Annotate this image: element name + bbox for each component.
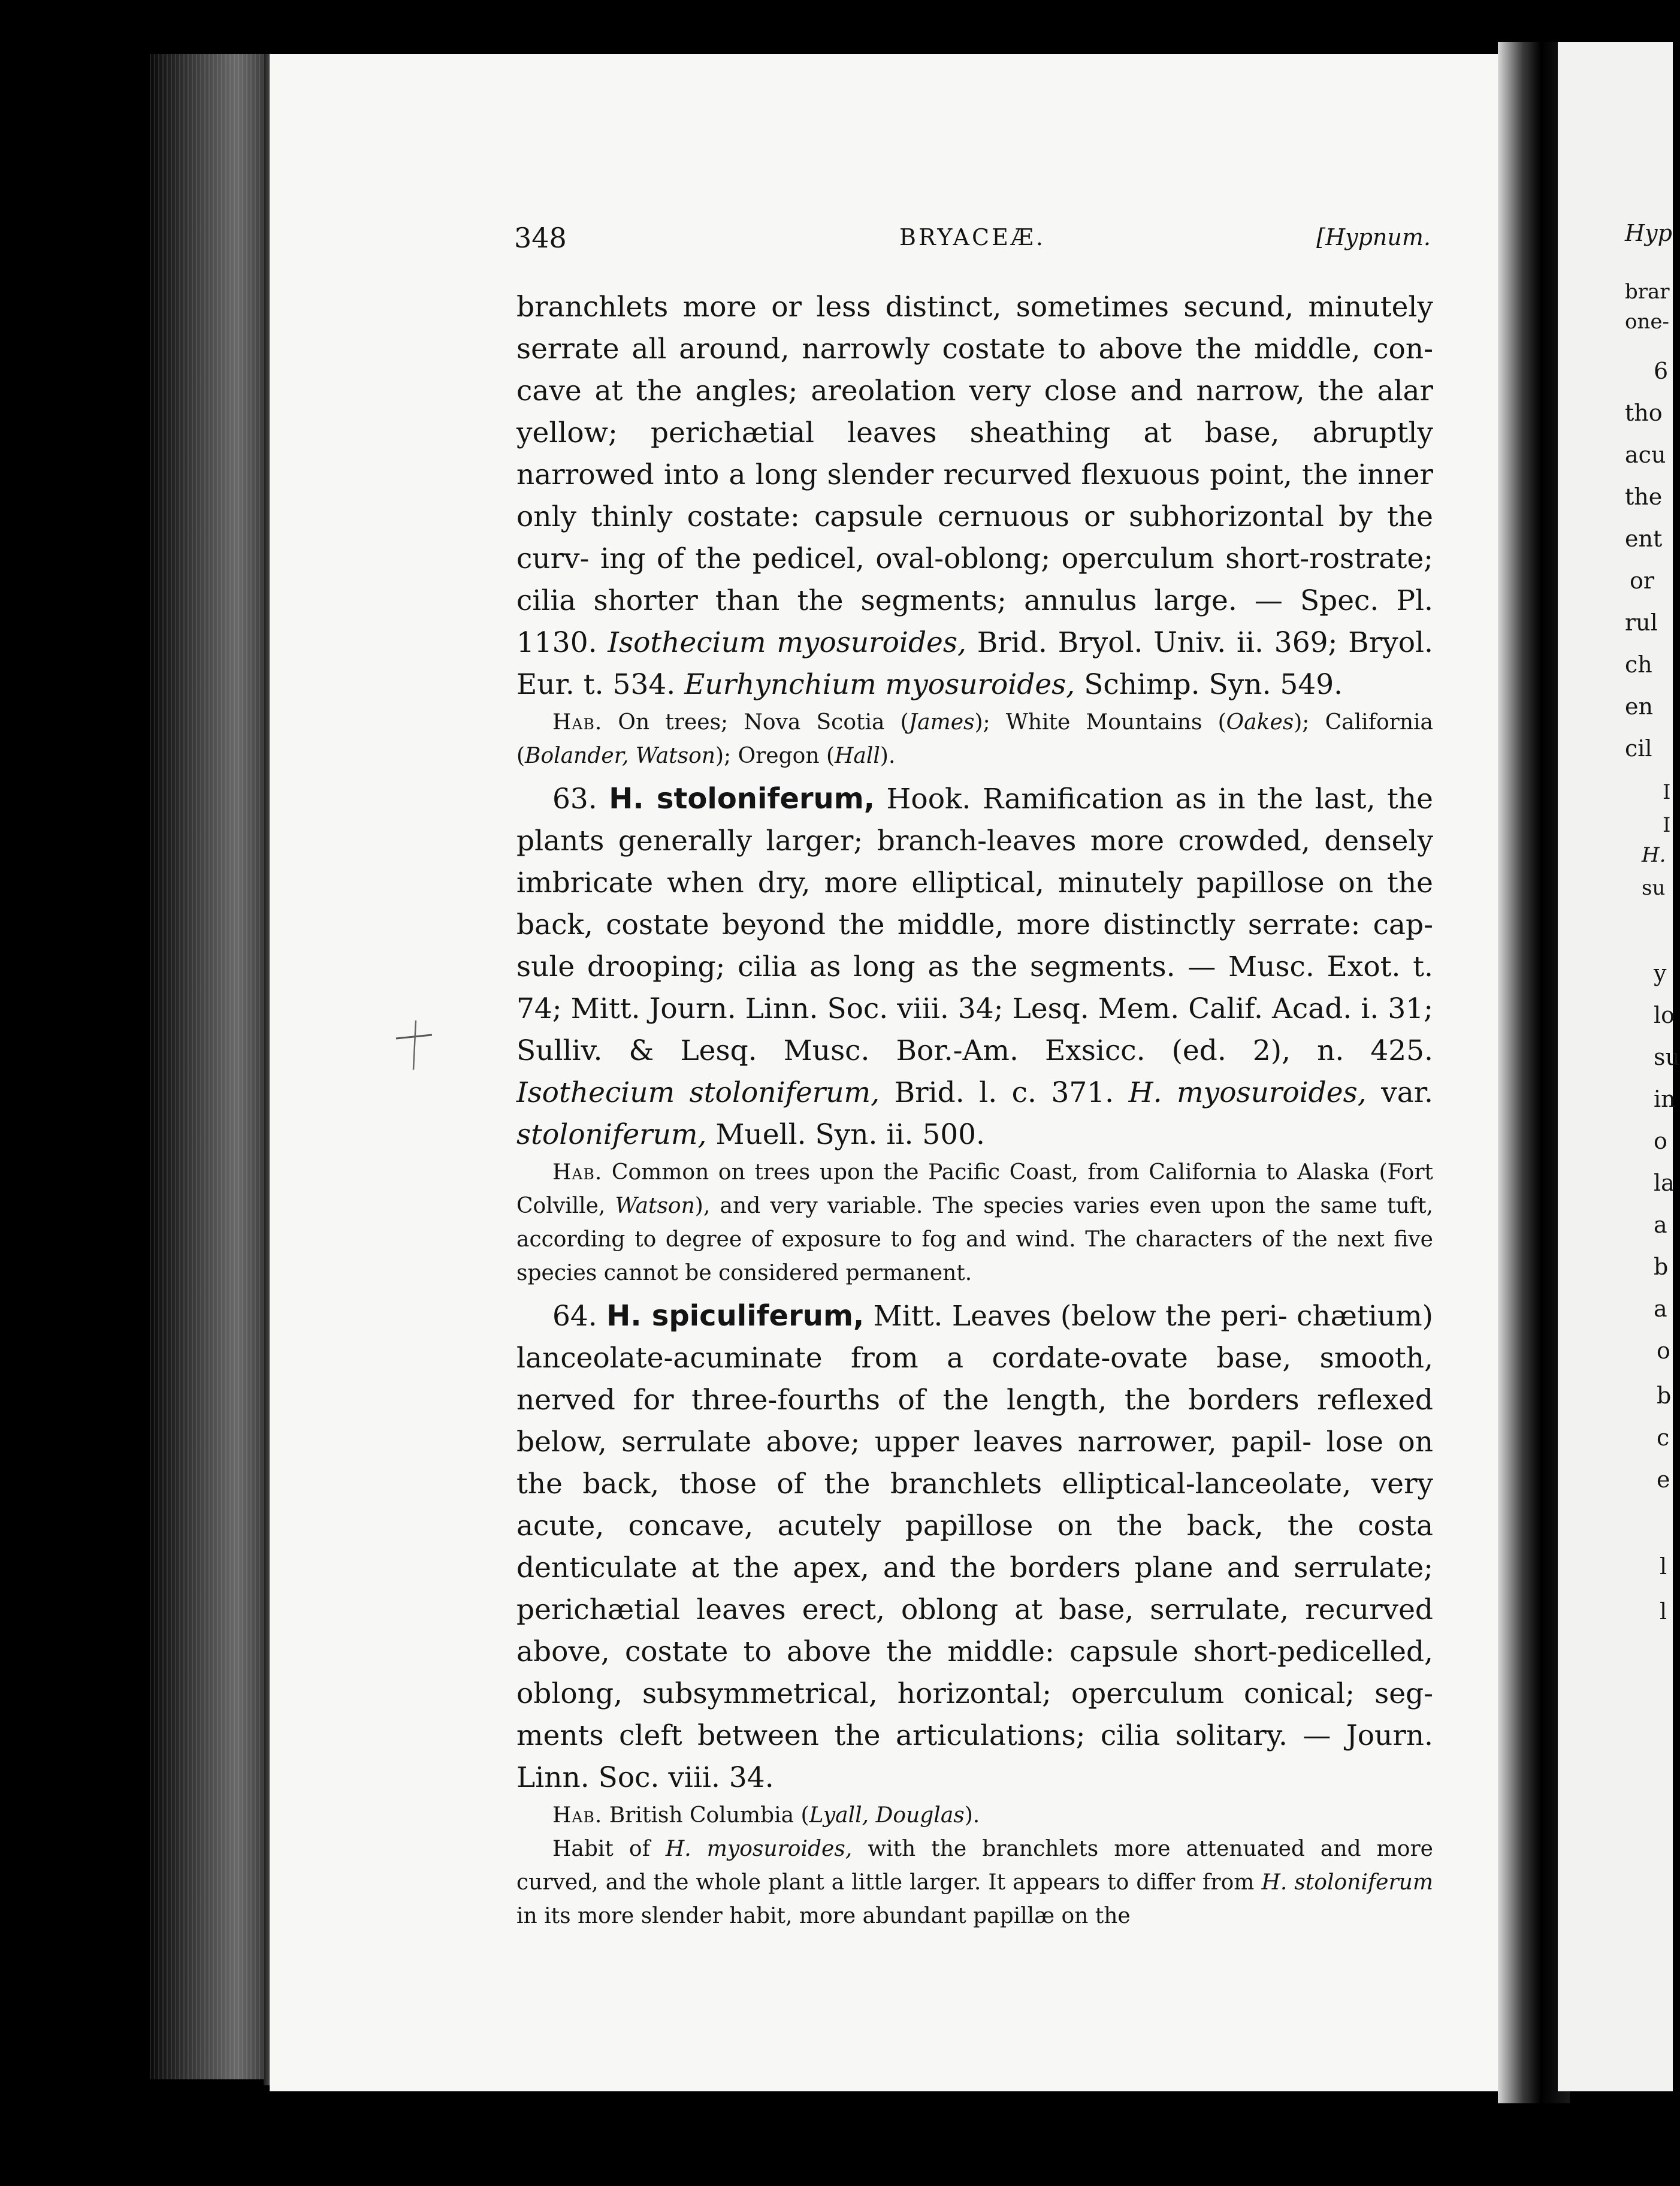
next-page-line: su xyxy=(1654,1044,1680,1070)
text-line: denticulate at the apex, and the borders plane and serrulate; xyxy=(516,1551,1433,1584)
synonym-name: Eurhynchium myosuroides, xyxy=(684,668,1075,701)
text-run: Muell. Syn. ii. 500. xyxy=(706,1118,985,1151)
text-line: branchlets more or less distinct, sometimes secund, minutely xyxy=(516,291,1433,324)
species-number: 64. xyxy=(552,1300,607,1333)
continuation-paragraph xyxy=(516,286,1433,706)
text-line: oblong, subsymmetrical, horizontal; operculum conical; seg- xyxy=(516,1677,1433,1710)
species-author: Hook. xyxy=(874,783,971,816)
collector-name: Lyall, Douglas xyxy=(809,1803,965,1828)
next-page-line: en xyxy=(1625,693,1653,720)
page-body xyxy=(516,286,1433,2024)
text-run: Brid. l. c. 371. xyxy=(880,1076,1129,1109)
text-line: perichætial leaves erect, oblong at base, serrulate, recurved xyxy=(516,1593,1433,1626)
text-line: above, costate to above the middle: capsule short-pedicelled, xyxy=(516,1635,1433,1668)
text-run: with the branchlets more attenuated and xyxy=(852,1837,1361,1861)
species-64-entry xyxy=(516,1295,1433,1799)
book-page-edges xyxy=(150,54,276,2079)
text-line: t. 534. xyxy=(583,668,685,701)
text-run: Habit of xyxy=(552,1837,666,1861)
collector-name: Watson xyxy=(615,1194,695,1218)
text-line: imbricate when dry, more elliptical, minutely papillose on the xyxy=(516,866,1433,899)
text-line: yellow; perichætial leaves sheathing at base, abruptly narrowed xyxy=(516,416,1433,491)
next-page-line: or xyxy=(1630,567,1655,594)
habitat-label: Hab. xyxy=(552,710,603,735)
text-run: Common on trees upon the Pacific Coast, from California to xyxy=(602,1160,1288,1185)
text-line: i. 31; Sulliv. & Lesq. Musc. Bor.-Am. Exsicc. (ed. 2), n. 425. xyxy=(516,992,1433,1067)
section-title: [Hypnum. xyxy=(1316,224,1431,250)
collector-name: Oakes xyxy=(1226,710,1294,735)
synonym-name: H. myosuroides, xyxy=(1128,1076,1367,1109)
synonym-name: Isothecium stoloniferum, xyxy=(516,1076,880,1109)
next-page-line: lo xyxy=(1654,1002,1675,1028)
text-line: ments cleft between the articulations; cilia solitary. — Journ. xyxy=(516,1719,1433,1752)
text-line: sule drooping; cilia as long as the segments. — Musc. Exot. xyxy=(516,950,1401,983)
text-line: t. 74; Mitt. Journ. Linn. Soc. viii. 34; Lesq. Mem. Calif. Acad. xyxy=(516,950,1433,1025)
text-line: Brid. Bryol. Univ. ii. 369; Bryol. Eur. xyxy=(516,626,1433,701)
habitat-note xyxy=(516,706,1433,773)
text-run: California ( xyxy=(516,710,1434,768)
text-run: ). xyxy=(880,744,896,768)
species-name: H. spiculiferum, xyxy=(606,1299,865,1333)
next-page-line: rul xyxy=(1625,609,1658,636)
text-line: back, costate beyond the middle, more distinctly serrate: cap- xyxy=(516,908,1433,941)
next-page-line: I xyxy=(1663,780,1671,804)
habitat-note xyxy=(516,1799,1433,1832)
collector-name: Hall xyxy=(835,744,880,768)
text-line: serrate all around, narrowly costate to above the middle, con- xyxy=(516,333,1433,366)
text-line: lose on the back, those of the branchlets elliptical-lanceolate, xyxy=(516,1426,1433,1500)
synonym-name: stoloniferum, xyxy=(516,1118,707,1151)
text-line: into a long slender recurved flexuous point, the inner only xyxy=(516,458,1433,533)
habitat-label: Hab. xyxy=(552,1803,603,1828)
text-run: ); xyxy=(1294,710,1310,735)
species-reference: H. myosuroides, xyxy=(665,1837,853,1861)
next-page-line: su xyxy=(1642,876,1666,900)
next-page-line: in xyxy=(1654,1086,1676,1112)
next-page-line: the xyxy=(1625,484,1663,510)
text-line: reflexed below, serrulate above; upper leaves narrower, papil- xyxy=(516,1384,1433,1459)
next-page-line: tho xyxy=(1625,400,1663,426)
text-line: Schimp. Syn. 549. xyxy=(1075,668,1343,701)
next-page-line: la xyxy=(1654,1170,1675,1196)
collector-name: Bolander, Watson xyxy=(525,744,715,768)
next-page-line: c xyxy=(1657,1424,1670,1451)
next-page-line: e xyxy=(1657,1466,1670,1493)
text-run: ). xyxy=(964,1803,980,1828)
next-page-line: o xyxy=(1657,1337,1670,1364)
text-run: even upon the same tuft, according to degree of exposure to fog and wind. xyxy=(516,1194,1433,1252)
next-page-line: H. xyxy=(1642,843,1666,867)
page-number: 348 xyxy=(514,222,567,254)
next-page-line: a xyxy=(1654,1296,1667,1322)
next-page-line: o xyxy=(1654,1128,1667,1154)
text-line: Linn. Soc. viii. 34. xyxy=(516,1761,774,1794)
text-line: cave at the angles; areolation very close and narrow, the alar xyxy=(516,375,1433,407)
next-page-line: y xyxy=(1654,960,1667,986)
next-page-line: b xyxy=(1657,1382,1672,1409)
habitat-note xyxy=(516,1156,1433,1290)
next-page-sliver xyxy=(1558,42,1680,2091)
next-page-line: l xyxy=(1660,1553,1667,1580)
text-line: the plants generally larger; branch-leaves more crowded, densely xyxy=(516,783,1433,858)
text-run: ); White Mountains ( xyxy=(974,710,1226,735)
next-page-line: b xyxy=(1654,1254,1669,1280)
text-line: shorter than the segments; annulus large. — Spec. Pl. 1130. xyxy=(516,584,1433,659)
text-run: in its more slender habit, more abundant papillæ on the xyxy=(516,1904,1131,1928)
species-63-entry xyxy=(516,778,1433,1156)
species-author: Mitt. xyxy=(864,1300,943,1333)
text-line: ing of the pedicel, oval-oblong; operculum short-rostrate; cilia xyxy=(516,542,1433,617)
collector-name: James xyxy=(908,710,975,735)
text-run: ); Oregon ( xyxy=(715,744,835,768)
habitat-label: Hab. xyxy=(552,1160,603,1185)
habit-note xyxy=(516,1832,1433,1933)
next-page-line: ch xyxy=(1625,651,1652,678)
text-line: thinly costate: capsule cernuous or subhorizontal by the curv- xyxy=(516,500,1433,575)
next-page-line: 6 xyxy=(1654,358,1669,384)
text-line: smooth, nerved for three-fourths of the length, the borders xyxy=(516,1342,1433,1417)
text-run: ), and very variable. The species varies xyxy=(694,1194,1140,1218)
species-name: H. stoloniferum, xyxy=(609,782,875,816)
text-run: Ramification as in the last, xyxy=(971,783,1376,816)
next-page-header: Hyp xyxy=(1625,220,1672,246)
synonym-name: Isothecium myosuroides, xyxy=(608,626,966,659)
running-header xyxy=(514,222,1431,258)
text-run: Leaves (below the peri- xyxy=(942,1300,1288,1333)
text-run: var. xyxy=(1366,1076,1433,1109)
text-line: very acute, concave, acutely papillose on the back, the costa xyxy=(516,1468,1433,1542)
text-run: On trees; Nova Scotia ( xyxy=(602,710,909,735)
next-page-line: l xyxy=(1660,1598,1667,1625)
text-run: more curved, and the whole plant a little larger. It appears to differ from xyxy=(516,1837,1433,1895)
text-run: British Columbia ( xyxy=(602,1803,809,1828)
pencil-cross-mark xyxy=(393,1016,435,1076)
next-page-line: a xyxy=(1654,1212,1667,1238)
text-line: chætium) lanceolate-acuminate from a cordate-ovate base, xyxy=(516,1300,1434,1375)
species-reference: H. stoloniferum xyxy=(1261,1870,1434,1895)
next-page-line: I xyxy=(1663,813,1671,837)
text-run: The characters of the next five species cannot be considered permanent. xyxy=(516,1227,1433,1285)
next-page-line: acu xyxy=(1625,442,1666,468)
running-title: BRYACEÆ. xyxy=(899,224,1046,250)
next-page-line: ent xyxy=(1625,526,1663,552)
next-page-line: one- xyxy=(1625,310,1669,334)
next-page-line: brar xyxy=(1625,280,1670,304)
species-number: 63. xyxy=(552,783,609,816)
next-page-line: cil xyxy=(1625,735,1652,762)
text-run: Alaska (Fort Colville, xyxy=(516,1160,1434,1218)
